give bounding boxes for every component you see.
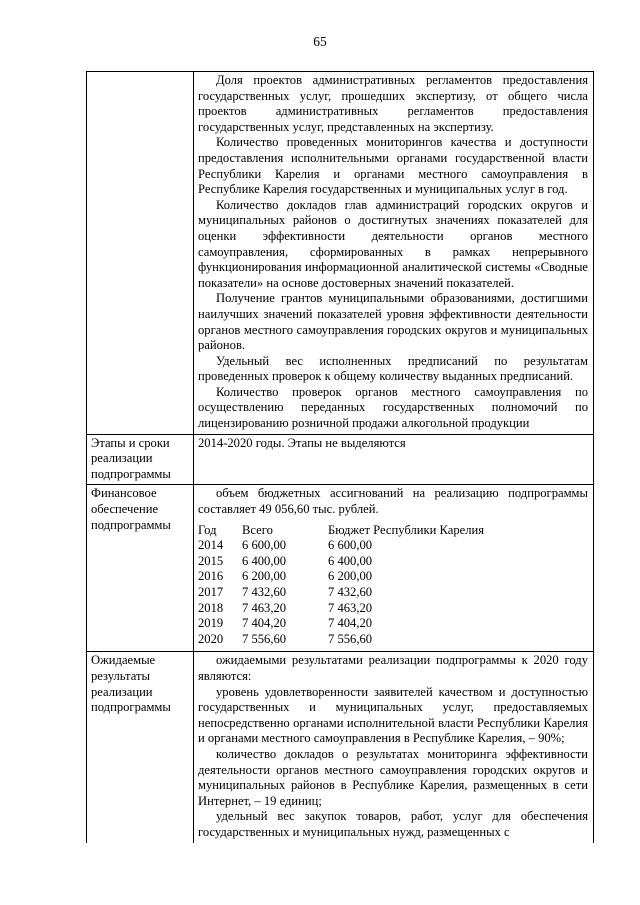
result-paragraph: удельный вес закупок товаров, работ, услуг для обеспечения государственных и муниципальных нужд, размещенных с [198,809,588,839]
finance-total: 6 400,00 [242,553,287,568]
indicator-paragraph: Количество докладов глав администраций городских округов и муниципальных районов о достигнутых значениях показателей для оценки эффективности деятельности органов местного самоуправления, сформированных в рамках непрерывного функционирования информационной аналитической системы «Сводные показатели» на основе достоверных значений показателей. [198,197,588,290]
results-row [87,652,594,843]
finance-col-budget: Бюджет Республики Карелия [328,522,485,537]
finance-col-total: Всего [242,522,273,537]
finance-label-cell: Финансовое обеспечение подпрограммы [87,485,194,652]
indicator-paragraph: Получение грантов муниципальными образованиями, достигшими наилучших значений показателей уровня эффективности деятельности органов местного самоуправления городских округов и муниципальных районов. [198,291,588,353]
finance-year-row [198,538,484,554]
finance-budget: 7 432,60 [328,585,373,599]
page-number: 65 [313,34,327,49]
result-paragraph: уровень удовлетворенности заявителей качеством и доступностью государственных и муниципальных услуг, предоставляемых непосредственно органами исполнительной власти Республики Карелия и органами местного самоуправления в Республике Карелия, – 90%; [198,684,588,746]
stages-row [87,434,594,485]
finance-total: 7 432,60 [242,585,287,599]
finance-budget: 7 556,60 [328,631,373,646]
indicators-content-cell [194,72,594,435]
finance-budget: 6 400,00 [328,553,373,568]
result-paragraph: ожидаемыми результатами реализации подпрограммы к 2020 году являются: [198,653,588,683]
finance-col-year: Год [198,522,217,537]
indicator-paragraph: Количество проверок органов местного самоуправления по осуществлению переданных государственных полномочий по лицензированию розничной продажи алкогольной продукции [198,384,588,431]
finance-year-row [198,585,484,601]
result-paragraph: количество докладов о результатах мониторинга эффективности деятельности органов местного самоуправления городских округов и муниципальных районов в Республике Карелия, размещенных в сети Интернет, – 19 единиц; [198,746,588,808]
finance-total: 6 200,00 [242,569,287,584]
indicator-paragraph: Удельный вес исполненных предписаний по результатам проведенных проверок к общему количеству выданных предписаний. [198,353,588,384]
stages-content-cell: 2014-2020 годы. Этапы не выделяются [194,434,594,485]
finance-year: 2015 [198,553,224,568]
finance-year-row [198,554,484,570]
finance-total: 6 600,00 [242,538,287,553]
finance-budget: 7 404,20 [328,616,373,631]
finance-year: 2020 [198,631,224,646]
finance-content-cell [194,485,594,652]
finance-budget: 7 463,20 [328,600,373,615]
finance-year-row [198,601,484,617]
finance-row [87,485,594,652]
subprogram-passport-table [86,71,594,843]
results-label-cell: Ожидаемые результаты реализации подпрограммы [87,652,194,843]
finance-header-row [198,523,484,539]
stages-label-cell: Этапы и сроки реализации подпрограммы [87,434,194,485]
finance-year-row [198,632,484,648]
finance-year: 2019 [198,616,224,631]
finance-total: 7 556,60 [242,631,287,646]
finance-budget: 6 600,00 [328,538,373,553]
finance-year-row [198,569,484,585]
finance-total: 7 463,20 [242,600,287,615]
indicators-row [87,72,594,435]
finance-total: 7 404,20 [242,616,287,631]
indicator-paragraph: Количество проведенных мониторингов качества и доступности предоставления исполнительными органами государственной власти Республики Карелия и органами местного самоуправления в Республике Карелия государственных и муниципальных услуг в год. [198,135,588,197]
finance-year: 2014 [198,538,224,553]
finance-year: 2018 [198,600,224,615]
results-content-cell [194,652,594,843]
finance-year: 2016 [198,569,224,584]
finance-year-row [198,616,484,632]
finance-year: 2017 [198,585,224,599]
finance-breakdown-table [198,523,484,648]
finance-budget: 6 200,00 [328,569,373,584]
indicators-label-cell [87,72,194,435]
finance-intro: объем бюджетных ассигнований на реализацию подпрограммы составляет 49 056,60 тыс. рублей. [198,486,588,517]
indicator-paragraph: Доля проектов административных регламентов предоставления государственных услуг, прошедших экспертизу, от общего числа проектов административных регламентов предоставления государственных услуг, представленных на экспертизу. [198,73,588,134]
